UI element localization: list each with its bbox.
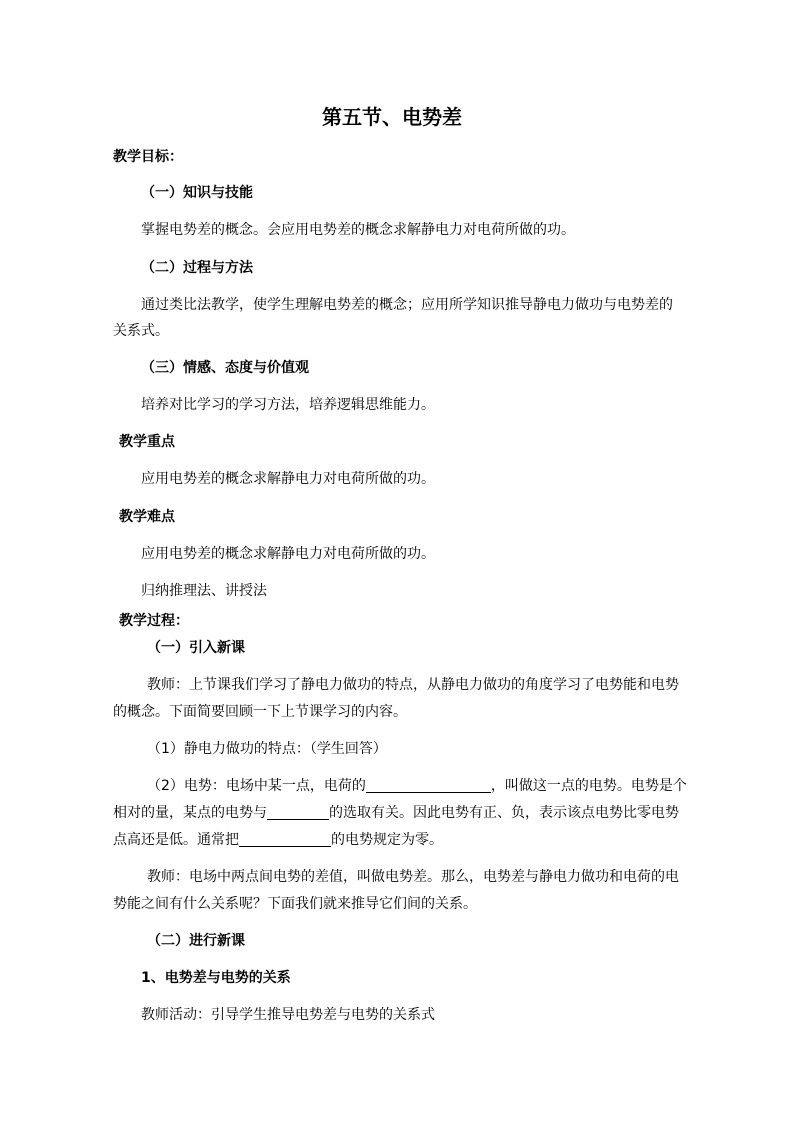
item2-text-e: 点高还是低。通常把 [113, 832, 239, 848]
item2-text-a: （2）电势：电场中某一点，电荷的 [147, 778, 366, 794]
fill-blank-3 [239, 832, 331, 847]
knowledge-text: 掌握电势差的概念。会应用电势差的概念求解静电力对电荷所做的功。 [141, 222, 575, 238]
fill-blank-1 [366, 778, 491, 793]
fill-blank-2 [267, 805, 329, 820]
item2-text-f: 的电势规定为零。 [331, 832, 443, 848]
process-method-text-1: 通过类比法教学，使学生理解电势差的概念；应用所学知识推导静电力做功与电势差的 [141, 297, 673, 313]
review-item-2-line-2 [113, 803, 679, 823]
key-point-heading: 教学重点 [119, 434, 175, 450]
item2-text-d: 的选取有关。因此电势有正、负，表示该点电势比零电势 [329, 805, 679, 821]
objectives-heading: 教学目标： [113, 149, 183, 165]
item2-text-c: 相对的量，某点的电势与 [113, 805, 267, 821]
difficulty-heading: 教学难点 [119, 509, 175, 525]
intro-paragraph-1-line-2: 的概念。下面简要回顾一下上节课学习的内容。 [113, 704, 407, 720]
item2-text-b: ，叫做这一点的电势。电势是个 [490, 778, 687, 794]
review-item-2-line-3 [113, 830, 443, 850]
review-item-2-line-1 [147, 776, 687, 796]
intro-paragraph-2-line-2: 势能之间有什么关系呢？下面我们就来推导它们间的关系。 [113, 896, 477, 912]
new-lesson-heading: （二）进行新课 [147, 933, 245, 949]
subsection-1-text: 教师活动：引导学生推导电势差与电势的关系式 [141, 1007, 435, 1023]
subsection-1-heading: 1、电势差与电势的关系 [141, 970, 291, 986]
process-method-text-2: 关系式。 [113, 323, 169, 339]
process-method-heading: （二）过程与方法 [141, 260, 253, 276]
intro-heading: （一）引入新课 [147, 640, 245, 656]
intro-paragraph-2-line-1: 教师：电场中两点间电势的差值，叫做电势差。那么，电势差与静电力做功和电荷的电 [147, 869, 679, 885]
page-title: 第五节、电势差 [322, 105, 462, 129]
emotion-text: 培养对比学习的学习方法，培养逻辑思维能力。 [141, 397, 435, 413]
intro-paragraph-1-line-1: 教师：上节课我们学习了静电力做功的特点，从静电力做功的角度学习了电势能和电势 [147, 677, 679, 693]
difficulty-text: 应用电势差的概念求解静电力对电荷所做的功。 [141, 546, 435, 562]
process-heading: 教学过程： [119, 613, 189, 629]
review-item-1: （1）静电力做功的特点：（学生回答） [147, 741, 387, 757]
key-point-text: 应用电势差的概念求解静电力对电荷所做的功。 [141, 471, 435, 487]
knowledge-heading: （一）知识与技能 [141, 185, 253, 201]
emotion-heading: （三）情感、态度与价值观 [141, 360, 309, 376]
methods-text: 归纳推理法、讲授法 [141, 583, 267, 599]
